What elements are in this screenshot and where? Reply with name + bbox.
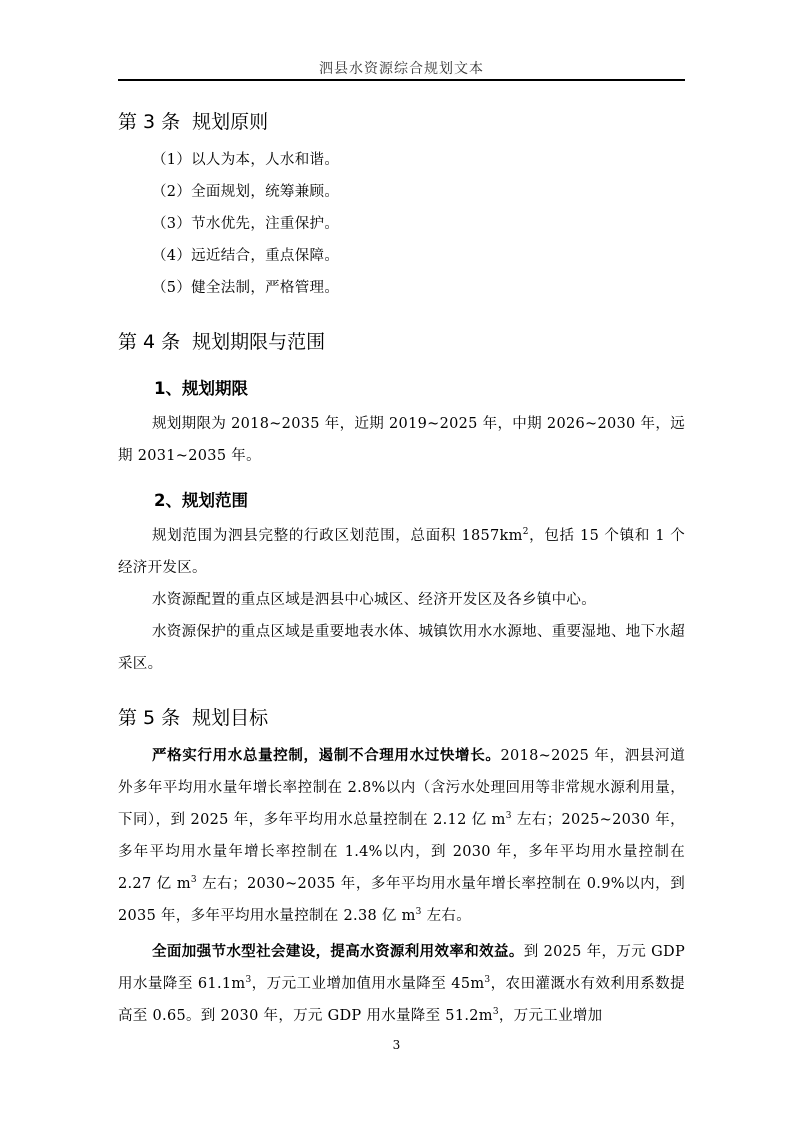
section-4-number: 第 4 条 — [118, 331, 181, 353]
target-2-text-2: ，万元工业增加值用水量降至 45m — [251, 976, 485, 992]
volume-unit-superscript: 3 — [415, 907, 422, 918]
target-2-text-4: ，万元工业增加 — [498, 1008, 603, 1024]
scope-paragraph-2: 水资源配置的重点区域是泗县中心城区、经济开发区及各乡镇中心。 — [152, 592, 596, 608]
target-1-text-3: 左右；2030~2035 年，多年平均用水量年增长率控制在 0.9%以内，到 2035 年，多年平均用水量控制在 2.38 亿 m — [118, 876, 685, 924]
area-unit-superscript: 2 — [522, 527, 529, 538]
principle-item-3: （3）节水优先，注重保护。 — [152, 216, 340, 232]
target-2-text-3: ，农田灌溉水有效利用系数提高至 0.65。到 2030 年，万元 GDP 用水量降至 51.2m — [118, 976, 685, 1024]
target-2-text-1: 到 2025 年，万元 GDP 用水量降至 61.1m — [118, 944, 685, 992]
section-5-title: 规划目标 — [192, 707, 269, 729]
volume-unit-superscript: 3 — [505, 811, 512, 822]
target-paragraph-1 — [118, 740, 685, 932]
scope-text-a: 规划范围为泗县完整的行政区划范围，总面积 1857km — [152, 528, 523, 544]
section-3-number: 第 3 条 — [118, 111, 181, 133]
header-rule — [118, 79, 685, 81]
running-header: 泗县水资源综合规划文本 — [319, 61, 484, 77]
principle-item-1: （1）以人为本，人水和谐。 — [152, 152, 340, 168]
section-5-heading — [118, 702, 685, 734]
volume-unit-superscript: 3 — [492, 1007, 499, 1018]
section-3-title: 规划原则 — [192, 111, 269, 133]
subsection-scope-heading: 2、规划范围 — [154, 491, 248, 510]
principle-item-2: （2）全面规划，统筹兼顾。 — [152, 184, 340, 200]
scope-paragraph-3: 水资源保护的重点区域是重要地表水体、城镇饮用水水源地、重要湿地、地下水超采区。 — [118, 624, 685, 672]
principle-item-4: （4）远近结合，重点保障。 — [152, 248, 340, 264]
page-content — [118, 106, 685, 1032]
subsection-period-heading: 1、规划期限 — [154, 379, 248, 398]
section-4-heading — [118, 326, 685, 358]
section-5-number: 第 5 条 — [118, 707, 181, 729]
target-1-text-4: 左右。 — [421, 908, 472, 924]
scope-text-b: ，包括 15 个镇和 1 个经济开发区。 — [118, 528, 685, 576]
page-number: 3 — [392, 1038, 401, 1052]
volume-unit-superscript: 3 — [484, 975, 491, 986]
target-1-bold-lead: 严格实行用水总量控制，遏制不合理用水过快增长。 — [152, 748, 501, 764]
volume-unit-superscript: 3 — [245, 975, 252, 986]
target-1-text-2: 左右；2025~2030 年，多年平均用水量年增长率控制在 1.4%以内，到 2030 年，多年平均用水量控制在 2.27 亿 m — [118, 812, 685, 892]
section-3-heading — [118, 106, 685, 138]
principle-item-5: （5）健全法制，严格管理。 — [152, 280, 340, 296]
volume-unit-superscript: 3 — [190, 875, 197, 886]
target-paragraph-2 — [118, 936, 685, 1032]
target-1-text-1: 2018~2025 年，泗县河道外多年平均用水量年增长率控制在 2.8%以内（含污水处理回用等非常规水源利用量，下同），到 2025 年，多年平均用水总量控制在 2.12 亿 m — [118, 748, 685, 828]
section-4-title: 规划期限与范围 — [192, 331, 326, 353]
scope-paragraph-1 — [118, 520, 685, 584]
period-paragraph: 规划期限为 2018~2035 年，近期 2019~2025 年，中期 2026~2030 年，远期 2031~2035 年。 — [118, 416, 685, 464]
target-2-bold-lead: 全面加强节水型社会建设，提高水资源利用效率和效益。 — [152, 944, 524, 960]
